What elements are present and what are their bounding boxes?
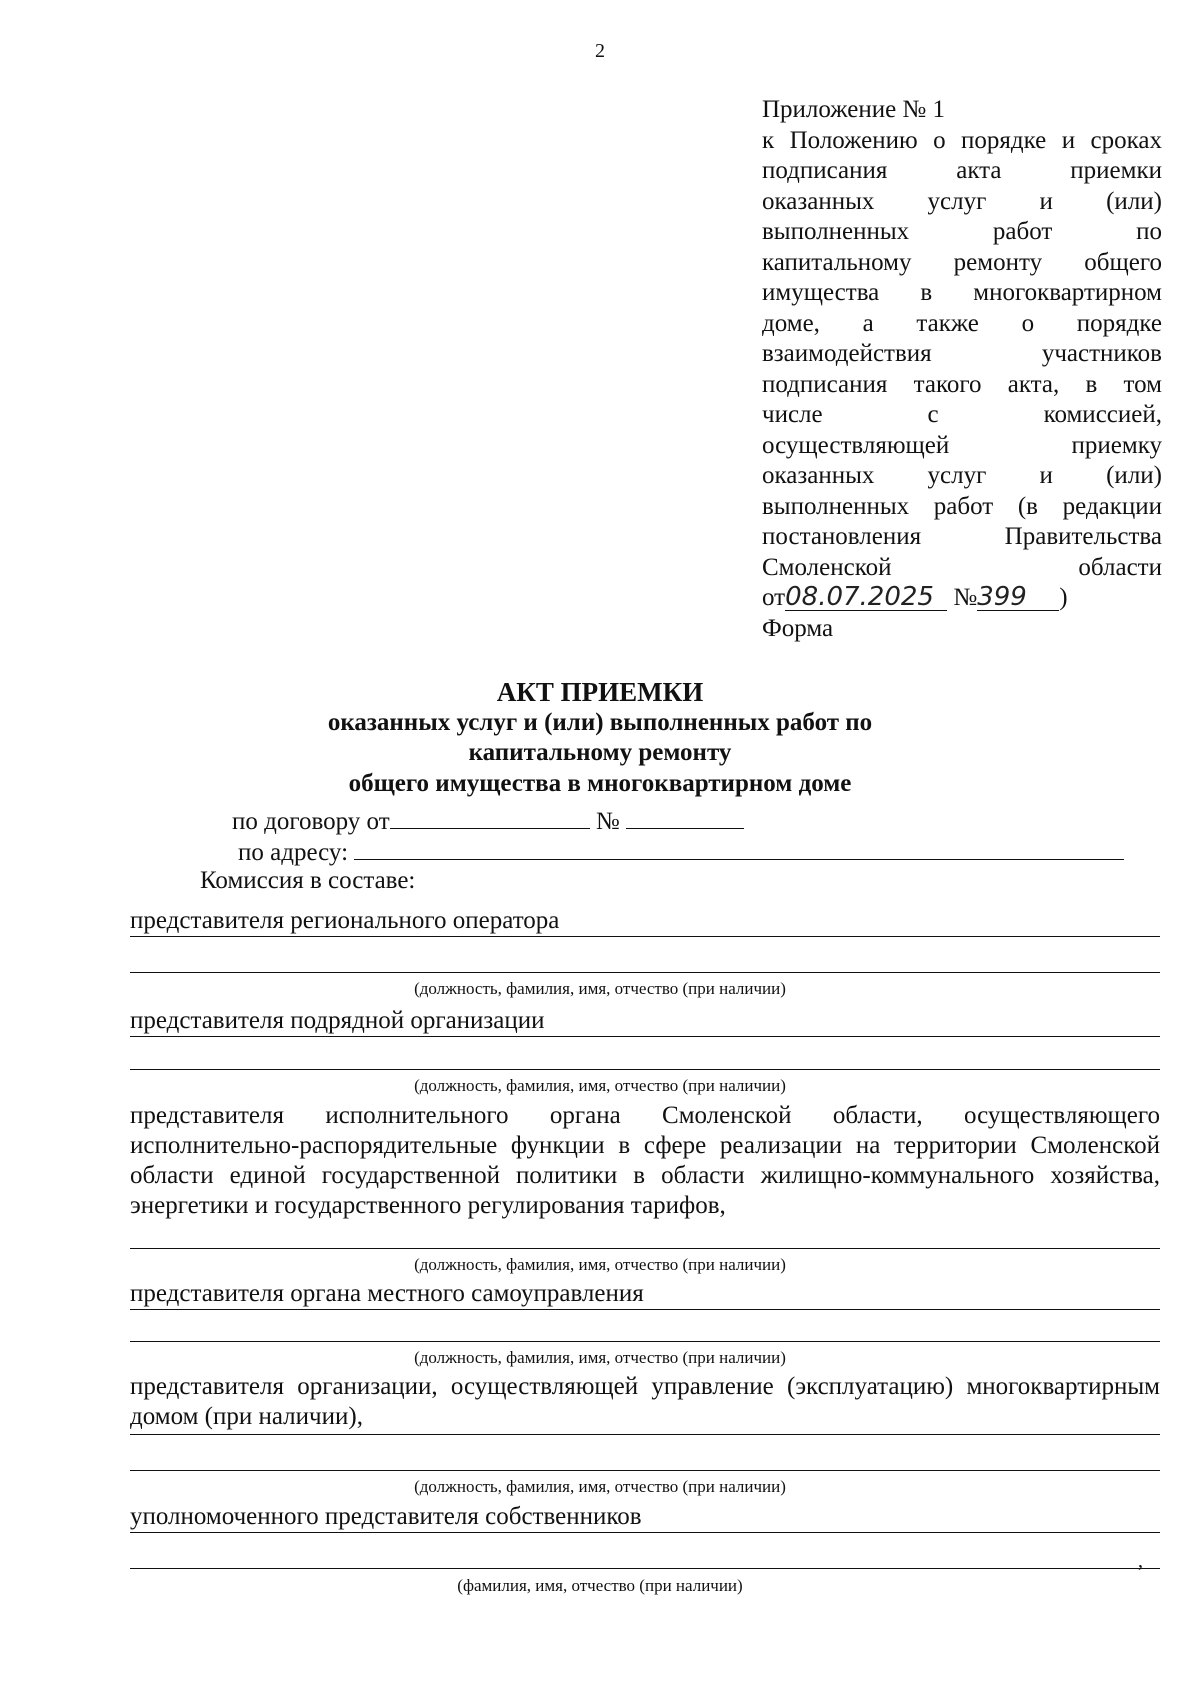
signature-line[interactable] <box>130 1470 1160 1471</box>
appendix-line: имущества в многоквартирном <box>762 279 1162 306</box>
signature-line[interactable] <box>130 1568 1160 1569</box>
signature-line[interactable] <box>130 1248 1160 1249</box>
contract-label: по договору от <box>232 808 390 835</box>
section-management-org <box>130 1372 1160 1432</box>
field-caption: (фамилия, имя, отчество (при наличии) <box>457 1576 743 1595</box>
title-line: капитальному ремонту <box>468 739 732 766</box>
appendix-line: подписания такого акта, в том <box>762 370 1162 398</box>
appendix-line: взаимодействия участников <box>762 340 1162 367</box>
section-heading: представителя исполнительного органа Смоленской области, осуществляющего исполнительно-распорядительные функции в сфере реализации на территории Смоленской области единой государственной политики в области жилищно-коммунального хозяйства, энергетики и государственного регулирования тарифов, <box>130 1102 1160 1219</box>
field-caption: (должность, фамилия, имя, отчество (при наличии) <box>414 979 786 998</box>
appendix-line: выполненных работ по <box>762 218 1162 245</box>
appendix-line: числе с комиссией, <box>762 401 1162 428</box>
trailing-comma: , <box>1138 1550 1143 1572</box>
handwritten-number: 399 <box>977 584 1059 611</box>
signature-line[interactable] <box>130 1309 1160 1310</box>
section-heading: уполномоченного представителя собственников <box>130 1503 642 1530</box>
date-prefix: от <box>762 584 786 611</box>
field-caption: (должность, фамилия, имя, отчество (при наличии) <box>414 1255 786 1274</box>
signature-line[interactable] <box>130 972 1160 973</box>
appendix-line: доме, а также о порядке <box>762 309 1162 337</box>
signature-line[interactable] <box>130 1341 1160 1342</box>
closing-paren: ) <box>1059 584 1068 611</box>
document-title <box>0 677 1200 799</box>
field-caption: (должность, фамилия, имя, отчество (при наличии) <box>414 1348 786 1367</box>
section-heading: представителя органа местного самоуправления <box>130 1280 644 1307</box>
address-label: по адресу: <box>238 839 349 866</box>
section-local-government <box>130 1279 1160 1309</box>
section-regional-operator <box>130 906 1160 936</box>
field-caption: (должность, фамилия, имя, отчество (при наличии) <box>414 1076 786 1095</box>
appendix-date-line <box>762 583 1162 614</box>
appendix-line: оказанных услуг и (или) <box>762 462 1162 489</box>
appendix-title: Приложение № 1 <box>762 96 946 123</box>
section-heading: представителя организации, осуществляющей управление (эксплуатацию) многоквартирным домом (при наличии), <box>130 1373 1160 1430</box>
page-number: 2 <box>595 40 605 62</box>
appendix-line: капитальному ремонту общего <box>762 248 1162 276</box>
field-caption: (должность, фамилия, имя, отчество (при наличии) <box>414 1477 786 1496</box>
contract-number-sign: № <box>595 808 620 835</box>
appendix-line: выполненных работ (в редакции <box>762 492 1162 520</box>
title-main: АКТ ПРИЕМКИ <box>496 677 704 707</box>
appendix-line: постановления Правительства <box>762 523 1162 550</box>
signature-line[interactable] <box>130 1434 1160 1435</box>
form-label: Форма <box>762 614 834 642</box>
section-heading: представителя регионального оператора <box>130 907 560 934</box>
appendix-line: подписания акта приемки <box>762 157 1162 184</box>
signature-line[interactable] <box>130 1532 1160 1533</box>
section-contractor <box>130 1006 1160 1036</box>
appendix-block <box>762 95 1162 644</box>
appendix-line: осуществляющей приемку <box>762 431 1162 459</box>
signature-line[interactable] <box>130 936 1160 937</box>
address-line <box>238 835 1124 868</box>
section-heading: представителя подрядной организации <box>130 1007 545 1034</box>
handwritten-date: 08.07.2025 <box>785 584 947 611</box>
title-line: общего имущества в многоквартирном доме <box>348 769 852 797</box>
section-owners-representative <box>130 1502 1160 1532</box>
section-executive-body <box>130 1101 1160 1221</box>
title-line: оказанных услуг и (или) выполненных работ по <box>327 708 873 736</box>
address-blank[interactable] <box>354 835 1124 860</box>
signature-line[interactable] <box>130 1036 1160 1037</box>
contract-date-blank[interactable] <box>390 804 590 829</box>
commission-label: Комиссия в составе: <box>200 867 416 894</box>
contract-number-blank[interactable] <box>626 804 744 829</box>
signature-line[interactable] <box>130 1069 1160 1070</box>
contract-line <box>232 804 744 837</box>
appendix-line: Смоленской области <box>762 553 1162 581</box>
number-sign: № <box>953 584 978 611</box>
appendix-line: оказанных услуг и (или) <box>762 187 1162 215</box>
appendix-line: к Положению о порядке и сроках <box>762 126 1162 154</box>
